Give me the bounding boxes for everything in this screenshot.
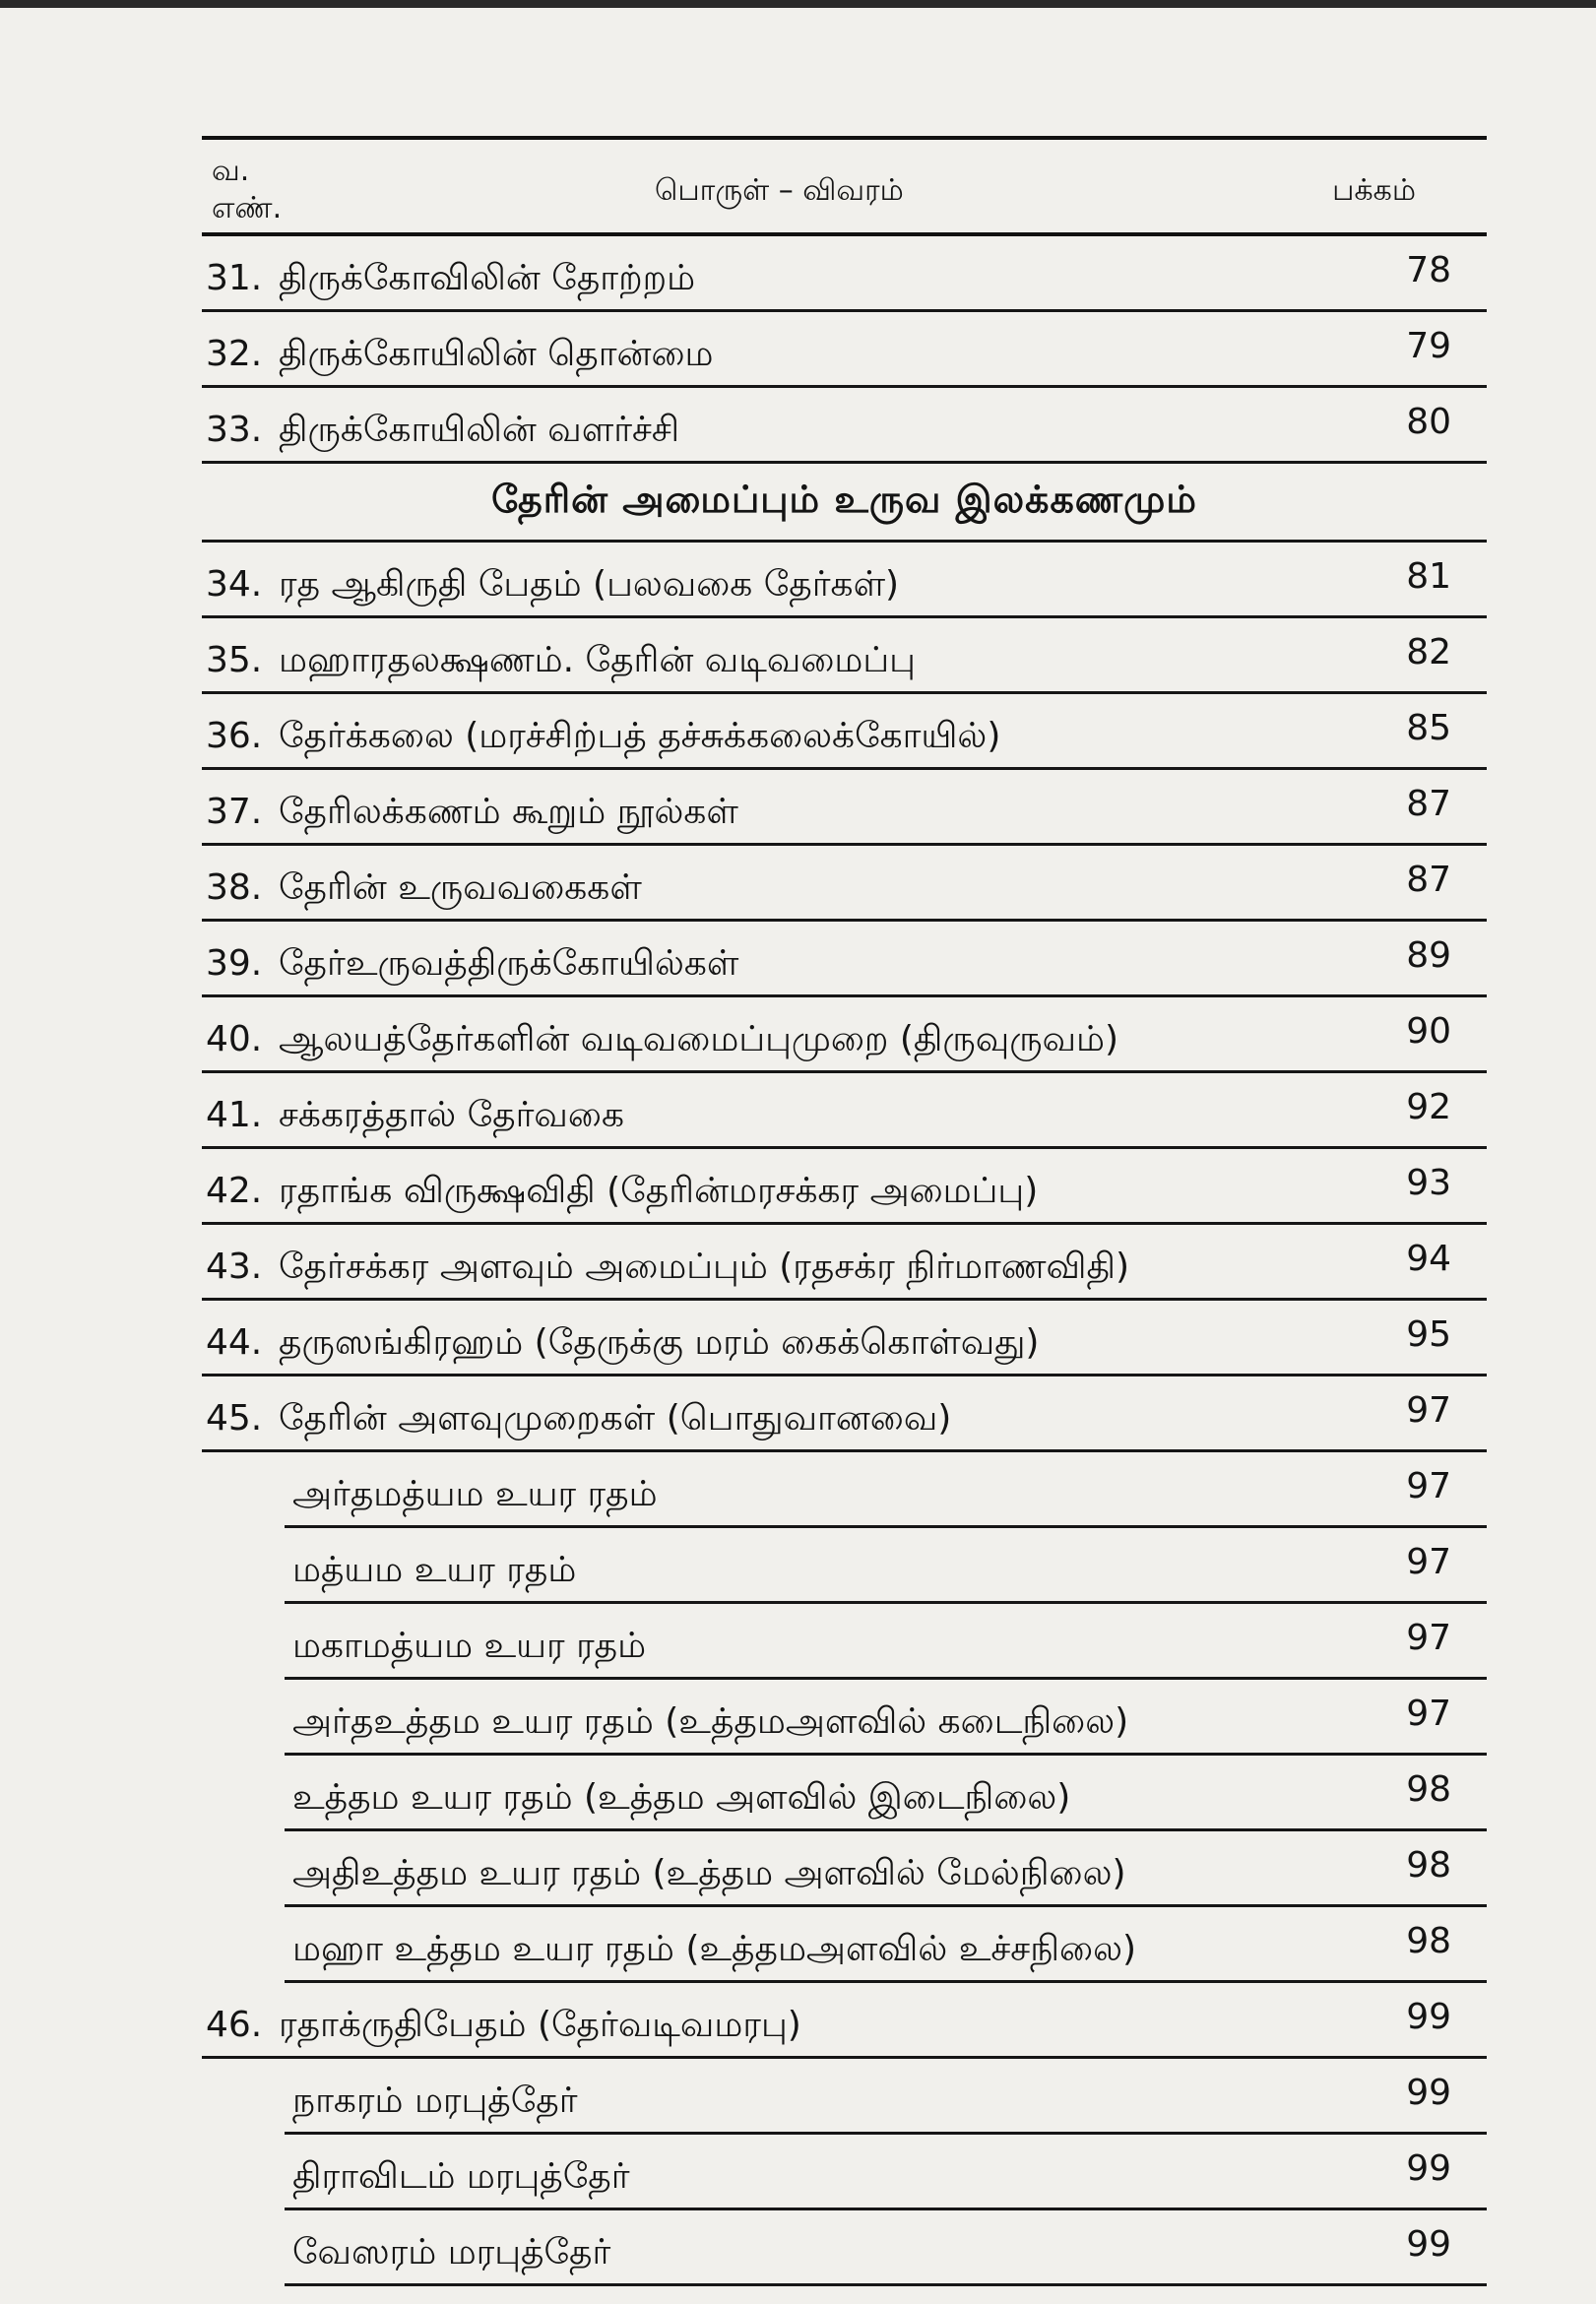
subentry-page: 97 bbox=[1406, 1694, 1451, 1734]
toc-subrow bbox=[285, 2135, 1487, 2210]
toc-subrow bbox=[285, 2210, 1487, 2286]
toc-row bbox=[202, 543, 1487, 618]
toc-row bbox=[202, 236, 1487, 312]
header-page: பக்கம் bbox=[1332, 173, 1416, 208]
subentry-title: அதிஉத்தம உயர ரதம் (உத்தம அளவில் மேல்நிலை) bbox=[292, 1853, 1126, 1893]
subentry-page: 98 bbox=[1406, 1769, 1451, 1810]
table-of-contents bbox=[202, 136, 1487, 2286]
entry-number: 45. bbox=[206, 1398, 263, 1439]
entry-number: 34. bbox=[206, 564, 263, 605]
entry-number: 41. bbox=[206, 1095, 263, 1135]
entry-number: 40. bbox=[206, 1019, 263, 1059]
toc-row bbox=[202, 388, 1487, 464]
toc-subrow bbox=[285, 1756, 1487, 1831]
entry-page: 93 bbox=[1406, 1163, 1451, 1203]
toc-row bbox=[202, 1376, 1487, 1452]
toc-subrow bbox=[285, 1680, 1487, 1756]
entry-number: 37. bbox=[206, 792, 263, 832]
entry-page: 80 bbox=[1406, 402, 1451, 442]
toc-row bbox=[202, 1073, 1487, 1149]
entry-title: சக்கரத்தால் தேர்வகை bbox=[279, 1095, 624, 1135]
toc-subrow bbox=[285, 1528, 1487, 1604]
toc-subrow bbox=[285, 1831, 1487, 1907]
subentry-title: வேஸரம் மரபுத்தேர் bbox=[292, 2232, 611, 2272]
subentry-page: 98 bbox=[1406, 1921, 1451, 1961]
toc-row bbox=[202, 1301, 1487, 1376]
entry-title: தேரின் உருவவகைகள் bbox=[279, 867, 642, 908]
entry-page: 94 bbox=[1406, 1239, 1451, 1279]
entry-page: 90 bbox=[1406, 1011, 1451, 1052]
entry-page: 92 bbox=[1406, 1087, 1451, 1127]
header-serial-no-line2: எண். bbox=[212, 191, 283, 225]
subentry-title: மத்யம உயர ரதம் bbox=[292, 1550, 577, 1590]
toc-subrow bbox=[285, 1452, 1487, 1528]
entry-number: 31. bbox=[206, 258, 263, 298]
entry-page: 89 bbox=[1406, 935, 1451, 976]
section-title: தேரின் அமைப்பும் உருவ இலக்கணமும் bbox=[491, 478, 1197, 521]
entry-page: 82 bbox=[1406, 632, 1451, 672]
entry-page: 99 bbox=[1406, 1997, 1451, 2037]
entry-title: தருஸங்கிரஹம் (தேருக்கு மரம் கைக்கொள்வது) bbox=[279, 1322, 1040, 1363]
entry-title: ரதாங்க விருக்ஷவிதி (தேரின்மரசக்கர அமைப்பு) bbox=[279, 1171, 1039, 1211]
toc-subrow bbox=[285, 1604, 1487, 1680]
header-subject: பொருள் – விவரம் bbox=[655, 173, 904, 208]
subentry-page: 97 bbox=[1406, 1466, 1451, 1506]
subentry-title: மகாமத்யம உயர ரதம் bbox=[292, 1626, 647, 1666]
entry-title: மஹாரதலக்ஷணம். தேரின் வடிவமைப்பு bbox=[279, 640, 916, 680]
entry-title: தேர்க்கலை (மரச்சிற்பத் தச்சுக்கலைக்கோயில்) bbox=[279, 716, 1001, 756]
toc-row bbox=[202, 1149, 1487, 1225]
toc-row bbox=[202, 997, 1487, 1073]
entry-title: ரத ஆகிருதி பேதம் (பலவகை தேர்கள்) bbox=[279, 564, 900, 605]
entry-title: திருக்கோவிலின் தோற்றம் bbox=[279, 258, 696, 298]
toc-row bbox=[202, 770, 1487, 846]
toc-row bbox=[202, 694, 1487, 770]
entry-number: 38. bbox=[206, 867, 263, 908]
entry-title: ஆலயத்தேர்களின் வடிவமைப்புமுறை (திருவுருவம்) bbox=[279, 1019, 1119, 1059]
toc-row bbox=[202, 1225, 1487, 1301]
entry-page: 81 bbox=[1406, 556, 1451, 597]
subentry-page: 99 bbox=[1406, 2073, 1451, 2113]
entry-title: தேரிலக்கணம் கூறும் நூல்கள் bbox=[279, 792, 738, 832]
entry-number: 42. bbox=[206, 1171, 263, 1211]
subentry-title: உத்தம உயர ரதம் (உத்தம அளவில் இடைநிலை) bbox=[292, 1777, 1071, 1818]
entry-page: 79 bbox=[1406, 326, 1451, 366]
header-serial-no-line1: வ. bbox=[212, 154, 250, 188]
entry-title: திருக்கோயிலின் வளர்ச்சி bbox=[279, 410, 680, 450]
toc-header bbox=[202, 136, 1487, 236]
entry-title: திருக்கோயிலின் தொன்மை bbox=[279, 334, 714, 374]
toc-row bbox=[202, 618, 1487, 694]
toc-row bbox=[202, 312, 1487, 388]
subentry-page: 99 bbox=[1406, 2148, 1451, 2189]
subentry-title: திராவிடம் மரபுத்தேர் bbox=[292, 2156, 630, 2197]
subentry-page: 97 bbox=[1406, 1542, 1451, 1582]
entry-page: 78 bbox=[1406, 250, 1451, 290]
entry-page: 85 bbox=[1406, 708, 1451, 748]
entry-page: 95 bbox=[1406, 1314, 1451, 1355]
subentry-title: நாகரம் மரபுத்தேர் bbox=[292, 2080, 578, 2121]
entry-page: 87 bbox=[1406, 784, 1451, 824]
entry-number: 44. bbox=[206, 1322, 263, 1363]
entry-title: தேர்சக்கர அளவும் அமைப்பும் (ரதசக்ர நிர்மாணவிதி) bbox=[279, 1247, 1130, 1287]
subentry-title: மஹா உத்தம உயர ரதம் (உத்தமஅளவில் உச்சநிலை) bbox=[292, 1929, 1137, 1969]
entry-number: 32. bbox=[206, 334, 263, 374]
entry-title: தேர்உருவத்திருக்கோயில்கள் bbox=[279, 943, 739, 984]
toc-row bbox=[202, 922, 1487, 997]
entry-page: 97 bbox=[1406, 1390, 1451, 1431]
entry-number: 39. bbox=[206, 943, 263, 984]
entry-number: 46. bbox=[206, 2005, 263, 2045]
subentry-page: 99 bbox=[1406, 2224, 1451, 2265]
subentry-page: 98 bbox=[1406, 1845, 1451, 1886]
entry-title: தேரின் அளவுமுறைகள் (பொதுவானவை) bbox=[279, 1398, 952, 1439]
subentry-title: அர்தஉத்தம உயர ரதம் (உத்தமஅளவில் கடைநிலை) bbox=[292, 1701, 1129, 1742]
entry-number: 36. bbox=[206, 716, 263, 756]
subentry-page: 97 bbox=[1406, 1618, 1451, 1658]
toc-row bbox=[202, 846, 1487, 922]
subentry-title: அர்தமத்யம உயர ரதம் bbox=[292, 1474, 658, 1514]
page-top-edge bbox=[0, 0, 1596, 8]
entry-number: 33. bbox=[206, 410, 263, 450]
entry-number: 35. bbox=[206, 640, 263, 680]
toc-subrow bbox=[285, 2059, 1487, 2135]
toc-subrow bbox=[285, 1907, 1487, 1983]
entry-title: ரதாக்ருதிபேதம் (தேர்வடிவமரபு) bbox=[279, 2005, 801, 2045]
section-heading bbox=[202, 464, 1487, 543]
entry-page: 87 bbox=[1406, 860, 1451, 900]
entry-number: 43. bbox=[206, 1247, 263, 1287]
toc-row bbox=[202, 1983, 1487, 2059]
